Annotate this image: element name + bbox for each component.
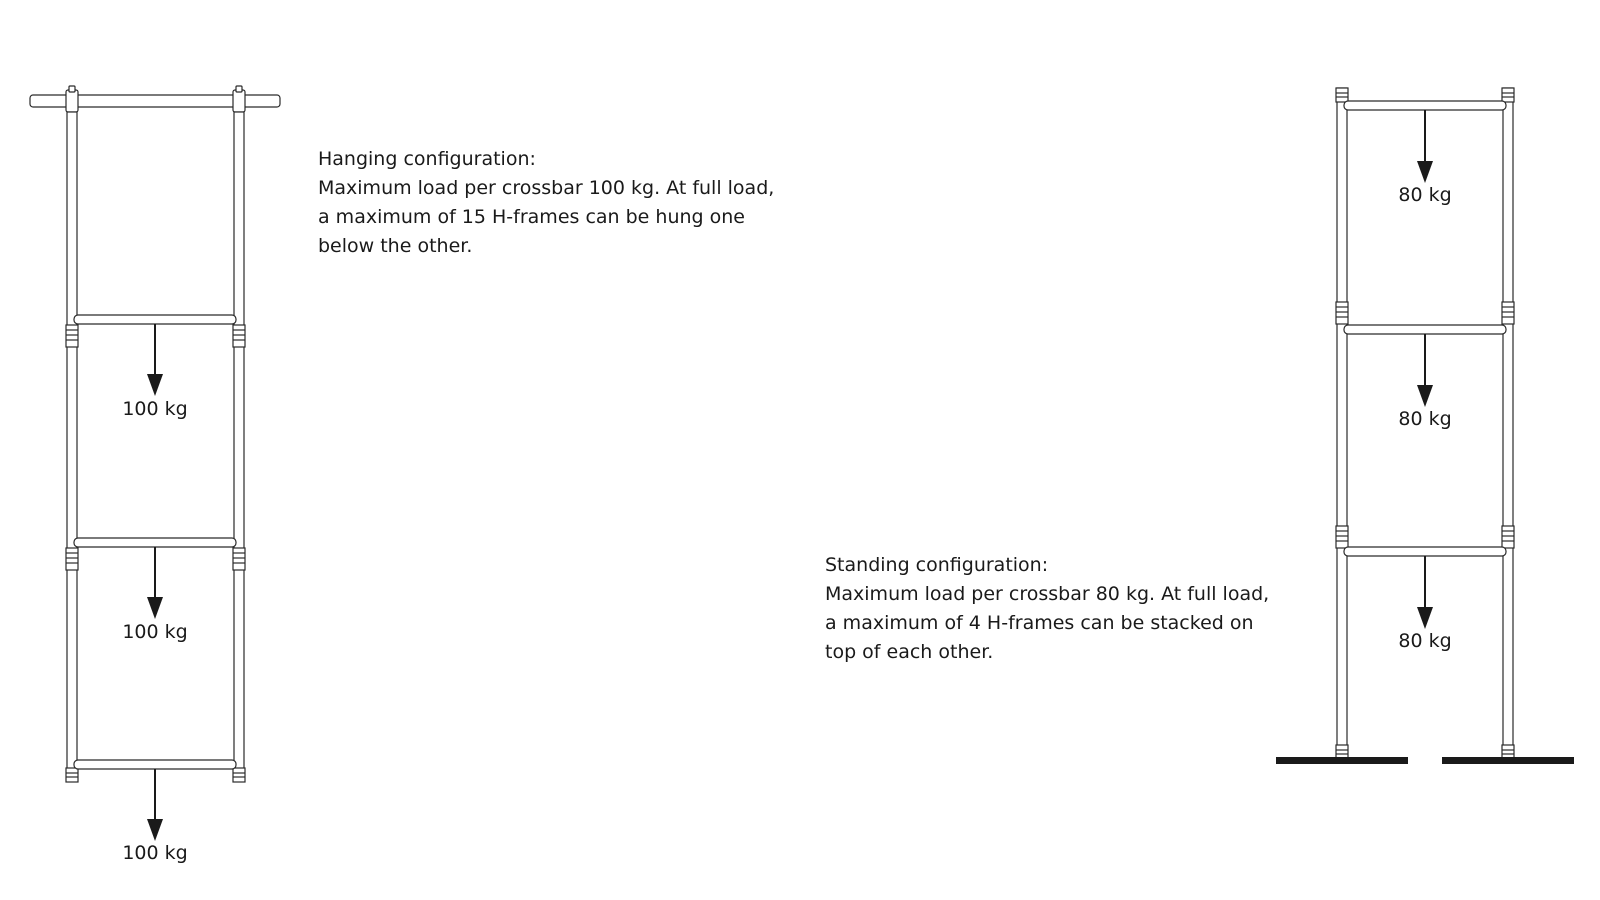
standing-configuration-caption [825, 551, 1269, 667]
hanging-upright-right [233, 112, 245, 782]
hanging-configuration-drawing [30, 86, 280, 864]
hanging-load-arrow-2 [147, 547, 163, 619]
hanging-load-arrow-1 [147, 324, 163, 396]
standing-upright-right [1502, 88, 1514, 759]
standing-crossbar-3 [1344, 547, 1506, 556]
standing-caption-line: Maximum load per crossbar 80 kg. At full load, [825, 583, 1270, 605]
rail-clamp-left [66, 86, 78, 112]
standing-foot-left [1276, 757, 1408, 764]
standing-load-arrow-2 [1417, 334, 1433, 407]
standing-load-label-3: 80 kg [1398, 630, 1452, 652]
hanging-crossbar-3 [74, 760, 236, 769]
standing-load-arrow-3 [1417, 556, 1433, 629]
standing-crossbar-2 [1344, 325, 1506, 334]
standing-caption-line: top of each other. [825, 641, 994, 663]
hanging-load-label-3: 100 kg [122, 842, 188, 864]
hanging-caption-line: a maximum of 15 H-frames can be hung one [318, 206, 745, 228]
hanging-load-label-2: 100 kg [122, 621, 188, 643]
hanging-caption-line: below the other. [318, 235, 473, 257]
hanging-caption-line: Maximum load per crossbar 100 kg. At full load, [318, 177, 775, 199]
standing-upright-left [1336, 88, 1348, 759]
standing-foot-right [1442, 757, 1574, 764]
standing-configuration-drawing [1276, 88, 1574, 764]
standing-caption-line: a maximum of 4 H-frames can be stacked on [825, 612, 1254, 634]
hanging-load-arrow-3 [147, 769, 163, 841]
hanging-crossbar-2 [74, 538, 236, 547]
standing-load-label-2: 80 kg [1398, 408, 1452, 430]
hanging-load-label-1: 100 kg [122, 398, 188, 420]
hanging-upright-left [66, 112, 78, 782]
hanging-configuration-caption [318, 145, 774, 261]
standing-caption-heading: Standing configuration: [825, 554, 1049, 576]
rail-clamp-right [233, 86, 245, 112]
standing-load-label-1: 80 kg [1398, 184, 1452, 206]
standing-crossbar-1 [1344, 101, 1506, 110]
standing-load-arrow-1 [1417, 110, 1433, 183]
hanging-crossbar-1 [74, 315, 236, 324]
hanging-caption-heading: Hanging configuration: [318, 148, 536, 170]
